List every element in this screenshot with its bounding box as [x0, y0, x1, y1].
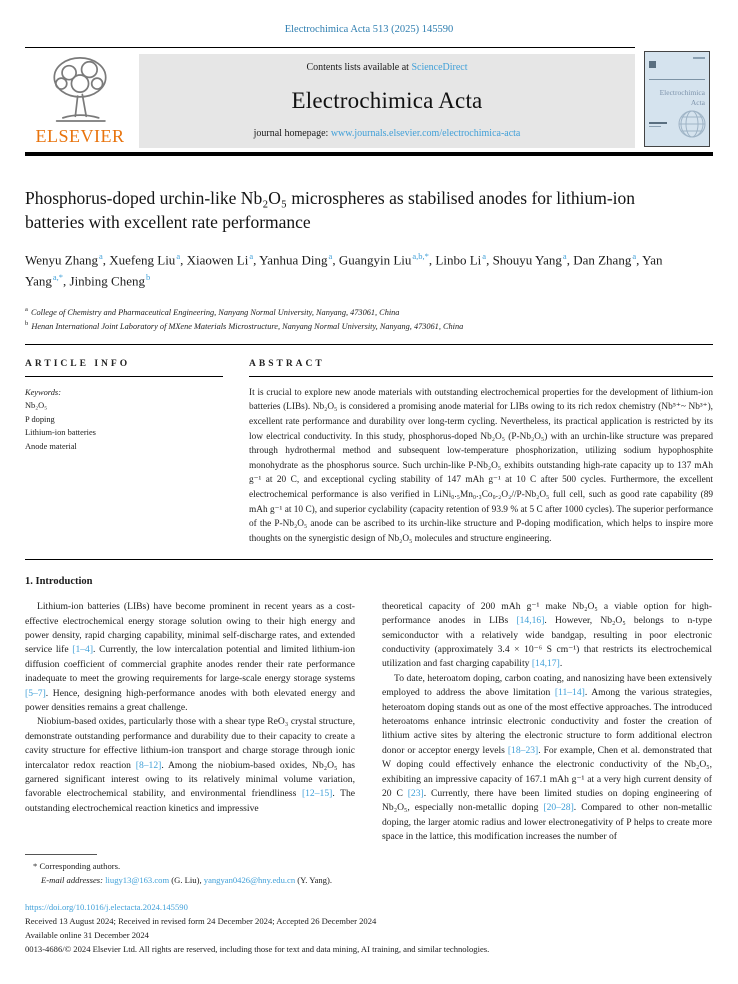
author-superscript: a — [176, 251, 181, 262]
available-online: Available online 31 December 2024 — [25, 929, 149, 940]
citation-ref[interactable]: [20–28] — [543, 802, 574, 814]
body-paragraph — [25, 600, 355, 715]
homepage-line — [254, 128, 521, 139]
citation-ref[interactable]: [8–12] — [135, 759, 162, 771]
globe-icon — [677, 109, 707, 144]
contents-prefix: Contents lists available at — [306, 62, 412, 73]
abstract-bottom-divider — [25, 559, 713, 560]
citation-ref[interactable]: [14,17] — [531, 658, 560, 670]
cover-smallbar — [649, 122, 667, 124]
keyword-item: Nb₂O₅ — [25, 401, 48, 411]
article-info-heading: ARTICLE INFO — [25, 358, 131, 369]
homepage-prefix: journal homepage: — [253, 128, 331, 139]
author-superscript: a — [632, 251, 637, 262]
affiliation — [25, 305, 713, 320]
author-separator: , — [102, 252, 110, 268]
author-separator: , — [63, 273, 70, 289]
masthead-divider — [25, 152, 713, 156]
column-spacer — [382, 576, 712, 600]
author-name[interactable]: Guangyin Liu — [338, 252, 412, 268]
paragraph-text: Niobium-based oxides, particularly those with a shear type ReO₃ crystal structure, demonstrate outstanding performance and durability due to their capacity to create a cavity structure for effective lithium-ion transport and charge storage through ionic intercalator redox reaction — [25, 716, 355, 771]
body-paragraph — [25, 715, 355, 816]
paragraph-text: . Among the niobium-based oxides, Nb₂O₅ has garnered significant interest owing to its relatively minimal volume variation, favorable electrochemical stability, and environmental friendliness — [25, 759, 355, 800]
citation-ref[interactable]: [1–4] — [72, 644, 94, 656]
paragraph-text: . Compared to other non-metallic doping, the larger atomic radius and lower electronegativity of P helps to create more space in the lattice, this modification increases the number of — [382, 802, 712, 843]
cover-title-line1: Electrochimica — [659, 88, 705, 97]
affiliations — [25, 305, 713, 334]
affiliation-superscript: b — [25, 320, 29, 328]
email-link[interactable]: yangyan0426@hny.edu.cn — [203, 874, 296, 885]
author-separator: , — [253, 252, 260, 268]
paragraph-text: . Among the various strategies, heteroatom doping stands out as one of the most effective approaches. The introduced heteroatoms enhance intrinsic electronic conductivity and foster the creation of lithium active sites by altering the electronic structure to form additional electron donor or acceptor energy levels — [382, 687, 712, 756]
affiliation-text: College of Chemistry and Pharmaceutical Engineering, Nanyang Normal University, Nanyang, 473061, China — [28, 307, 400, 317]
homepage-link[interactable]: www.journals.elsevier.com/electrochimica-acta — [330, 128, 521, 139]
author-name[interactable]: Yan Yang — [25, 252, 663, 289]
paragraph-text: . For example, Chen et al. demonstrated that W doping could effectively enhance the electronic conductivity of the Nb₂O₅, exhibiting an impressive capacity of 167.1 mAh g⁻¹ at a very high current density of 20 C — [382, 744, 712, 799]
copyright-line: 0013-4686/© 2024 Elsevier Ltd. All rights are reserved, including those for text and data mining, AI training, and similar technologies. — [25, 943, 490, 954]
author-separator: , — [486, 252, 493, 268]
article-info-column — [25, 359, 227, 547]
right-column — [382, 576, 712, 844]
author-superscript: a — [482, 251, 487, 262]
author-superscript: a — [562, 251, 567, 262]
keyword-item: Lithium-ion batteries — [25, 428, 96, 438]
contents-line — [306, 62, 467, 73]
paragraph-text: . Currently, there have been limited studies on doping engineering of Nb₂O₅, especially non-metallic doping — [382, 787, 712, 814]
cover-issue-mark — [693, 57, 705, 59]
author-name[interactable]: Xiaowen Li — [186, 252, 249, 268]
paragraph-text: . — [559, 658, 563, 670]
sciencedirect-link[interactable]: ScienceDirect — [411, 62, 468, 73]
author-superscript: a — [328, 251, 333, 262]
author-separator: , — [636, 252, 643, 268]
received-dates: Received 13 August 2024; Received in revised form 24 December 2024; Accepted 26 December 2024 — [25, 916, 377, 926]
paragraph-text: . Currently, the low intercalation potential and limited lithium-ion diffusion coefficient of commercial graphite anodes render their rate performance inadequate to meet the growing requirements for large-scale energy storage systems — [25, 644, 355, 685]
corresponding-authors-note: * Corresponding authors. — [33, 861, 121, 872]
page-citation: Electrochimica Acta 513 (2025) 145590 — [284, 24, 454, 35]
email-link[interactable]: liugy13@163.com — [105, 874, 170, 885]
affiliation-superscript: a — [25, 305, 28, 313]
citation-ref[interactable]: [14,16] — [516, 615, 545, 627]
authors-line — [25, 250, 705, 292]
left-column — [25, 576, 355, 844]
author-superscript: a,b,* — [412, 251, 429, 262]
email-label: E-mail addresses: — [41, 874, 106, 885]
email-owner: (Y. Yang). — [295, 874, 332, 885]
elsevier-tree-icon — [41, 54, 119, 128]
abstract-text: It is crucial to explore new anode materials with outstanding electrochemical properties for the development of lithium-ion batteries (LIBs). Nb₂O₅ is considered a promising anode material for LIBs owing to its rich redox chemistry (Nb⁵⁺~ Nb³⁺), excellent rate performance and durability over long-term cycling. Nevertheless, its practical application is restricted by its low electrical conductivity. In this study, phosphorus-doped Nb₂O₅ (P-Nb₂O₅) with an urchin-like structure was prepared through hydrothermal method and subsequent low-temperature phosphorization, utilizing sodium hypophosphite monohydrate as the phosphorus source. Such urchin-like P-Nb₂O₅ exhibits outstanding high-rate capacity up to 137 mAh g⁻¹ at 20 C, and exceptional cycling stability of 147 mAh g⁻¹ at 10 C after 500 cycles. Furthermore, the excellent electrochemical performance is also verified in LiNi₀.₅Mn₀.₃Co₀.₂O₂//P-Nb₂O₅ full cell, such as good rate capability (89 mAh g⁻¹ at 10 C), and superior cyclability (capacity retention of 93.9 % at 5 C after 1000 cycles). The superior performance of the P-Nb₂O₅ anode can be ascribed to its urchin-like structure and P-doping modification, which helps to inspire more thoughts on the synergistic design of Nb₂O₅ molecules and structure engineering. — [249, 387, 713, 544]
citation-ref[interactable]: [11–14] — [554, 687, 585, 699]
citation-ref[interactable]: [5–7] — [25, 687, 46, 699]
cover-title — [649, 88, 705, 108]
elsevier-wordmark: ELSEVIER — [35, 126, 125, 146]
masthead — [25, 47, 713, 148]
author-superscript: a,* — [52, 272, 64, 283]
doi-link[interactable]: https://doi.org/10.1016/j.electacta.2024.145590 — [25, 902, 188, 913]
body-paragraph — [382, 600, 712, 672]
abstract-heading: ABSTRACT — [249, 358, 325, 369]
footnote-block — [25, 854, 713, 887]
article-info-rule — [25, 376, 223, 377]
author-name[interactable]: Shouyu Yang — [492, 252, 562, 268]
cover-rule — [649, 79, 705, 80]
affiliation — [25, 319, 713, 334]
cover-title-line2: Acta — [690, 97, 705, 107]
paragraph-text: . However, Nb₂O₅ belongs to n-type semiconductor with a relatively wide bandgap, resulting in poor electronic conductivity (approximately 3.4 × 10⁻⁶ S cm⁻¹) that restricts its electrochemical utilization and fast charging capability — [382, 615, 712, 670]
journal-cover-thumbnail[interactable] — [644, 51, 710, 147]
paragraph-text: Lithium-ion batteries (LIBs) have become prominent in recent years as a cost-effective electrochemical energy storage solution owing to their high energy and power density, rapid charging capability, minimal self-discharge rates, and extended service life — [25, 601, 355, 656]
info-abstract-section — [25, 359, 713, 547]
author-name[interactable]: Xuefeng Liu — [109, 252, 176, 268]
author-separator: , — [180, 252, 187, 268]
author-superscript: a — [249, 251, 254, 262]
abstract-column — [249, 359, 713, 547]
email-addresses-line — [25, 874, 713, 887]
footnote-divider — [25, 854, 97, 855]
journal-title: Electrochimica Acta — [291, 87, 483, 113]
paragraph-text: theoretical capacity of 200 mAh g⁻¹ make Nb₂O₅ a viable option for high-performance anodes in LIBs — [382, 600, 712, 627]
section-heading-introduction: 1. Introduction — [25, 576, 93, 588]
citation-ref[interactable]: [12–15] — [301, 788, 333, 800]
author-name[interactable]: Wenyu Zhang — [25, 252, 98, 268]
author-separator: , — [428, 252, 436, 268]
keywords-label: Keywords: — [25, 387, 61, 397]
cover-logo-mark — [649, 61, 656, 68]
affiliation-text: Henan International Joint Laboratory of MXene Materials Microstructure, Nanyang Normal University, Nanyang, 473061, China — [29, 321, 464, 331]
paragraph-text: To date, heteroatom doping, carbon coating, and nanosizing have been extensively employed to address the above limitation — [382, 672, 712, 699]
author-name[interactable]: Jinbing Cheng — [69, 273, 145, 289]
keyword-item: P doping — [25, 414, 55, 424]
article-title: Phosphorus-doped urchin-like Nb₂O₅ microspheres as stabilised anodes for lithium-ion batteries with excellent rate performance — [25, 188, 636, 233]
journal-banner — [139, 54, 635, 148]
header-divider — [25, 344, 713, 345]
author-separator: , — [332, 252, 339, 268]
author-name[interactable]: Yanhua Ding — [259, 252, 328, 268]
paragraph-text: . Hence, designing high-performance anodes with both elevated energy and power densities remains a great challenge. — [25, 687, 355, 714]
introduction-section — [25, 576, 713, 844]
author-separator: , — [566, 252, 574, 268]
author-superscript: a — [98, 251, 103, 262]
author-name[interactable]: Dan Zhang — [573, 252, 632, 268]
body-paragraph — [382, 672, 712, 845]
footer-block — [25, 901, 713, 957]
citation-ref[interactable]: [23] — [407, 787, 424, 799]
keyword-item: Anode material — [25, 441, 77, 451]
author-superscript: b — [146, 272, 151, 283]
paragraph-text: . The outstanding electrochemical reaction kinetics and impressive — [25, 788, 355, 814]
abstract-rule — [249, 376, 713, 377]
elsevier-logo[interactable] — [25, 48, 137, 148]
citation-ref[interactable]: [18–23] — [507, 744, 539, 756]
email-owner: (G. Liu), — [169, 874, 204, 885]
cover-smallbar2 — [649, 126, 661, 127]
author-name[interactable]: Linbo Li — [435, 252, 482, 268]
